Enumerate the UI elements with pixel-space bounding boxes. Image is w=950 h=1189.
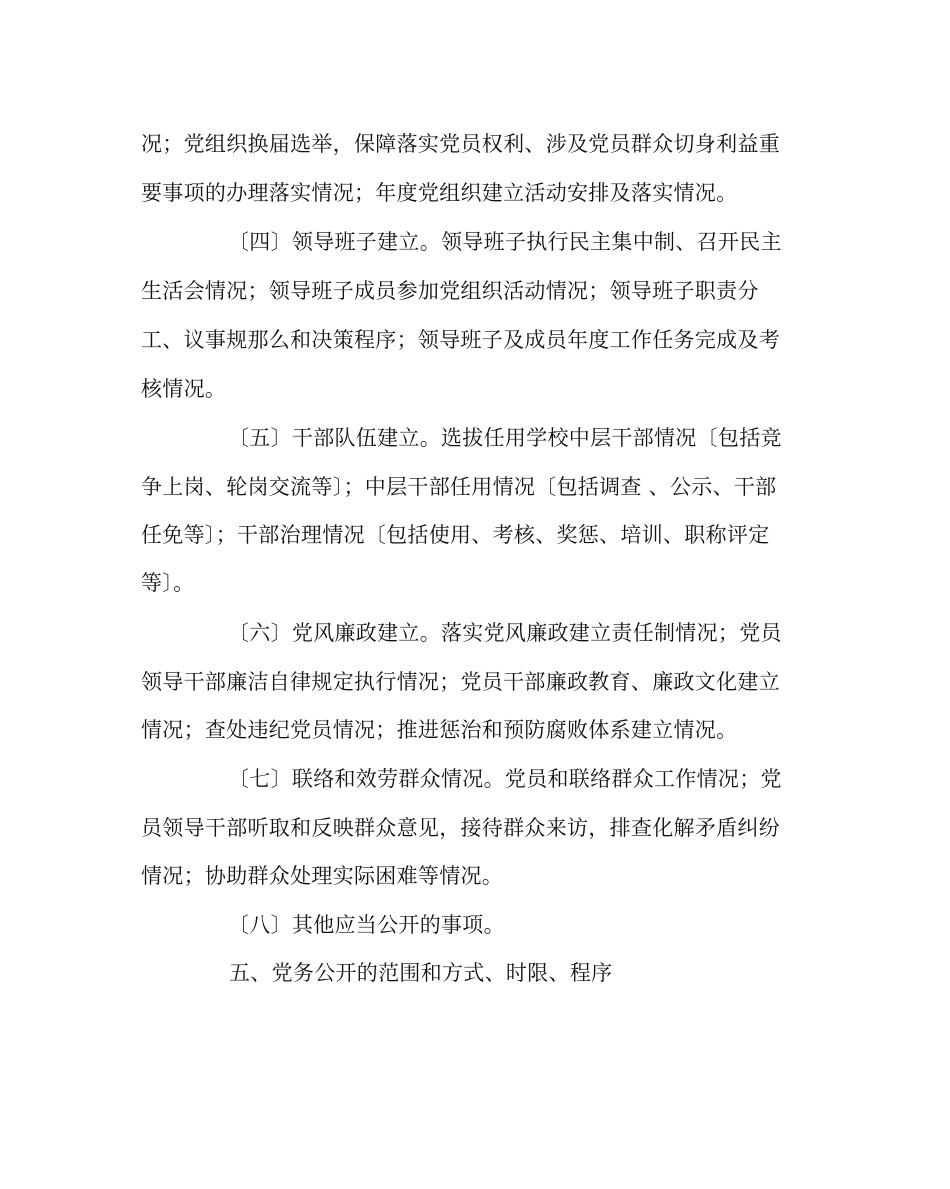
text-line: 任免等〕；干部治理情况〔包括使用、考核、奖惩、培训、职称评定 [141,523,770,547]
text-line: 况；党组织换届选举，保障落实党员权利、涉及党员群众切身利益重 [141,132,780,156]
paragraph-start-line: 〔五〕干部队伍建立。选拔任用学校中层干部情况〔包括竞 [228,426,782,450]
text-line: 情况；查处违纪党员情况；推进惩治和预防腐败体系建立情况。 [141,718,738,742]
text-line: 情况；协助群众处理实际困难等情况。 [141,864,504,888]
text-line: 领导干部廉洁自律规定执行情况；党员干部廉政教育、廉政文化建立 [141,670,780,694]
text-line: 生活会情况；领导班子成员参加党组织活动情况；领导班子职责分 [141,279,759,303]
paragraph-start-line: 〔六〕党风廉政建立。落实党风廉政建立责任制情况；党员 [228,621,782,645]
text-line: 要事项的办理落实情况；年度党组织建立活动安排及落实情况。 [141,181,738,205]
text-line: 争上岗、轮岗交流等〕；中层干部任用情况〔包括调查 、公示、干部 [141,475,777,499]
paragraph-start-line: 〔八〕其他应当公开的事项。 [228,913,505,937]
text-line: 工、议事规那么和决策程序；领导班子及成员年度工作任务完成及考 [141,328,780,352]
section-heading: 五、党务公开的范围和方式、时限、程序 [229,961,613,985]
paragraph-start-line: 〔四〕领导班子建立。领导班子执行民主集中制、召开民主 [228,230,782,254]
text-line: 员领导干部听取和反映群众意见，接待群众来访，排查化解矛盾纠纷 [141,816,780,840]
paragraph-start-line: 〔七〕联络和效劳群众情况。党员和联络群众工作情况；党 [228,767,782,791]
text-line: 等〕。 [141,571,195,595]
text-line: 核情况。 [141,377,227,401]
